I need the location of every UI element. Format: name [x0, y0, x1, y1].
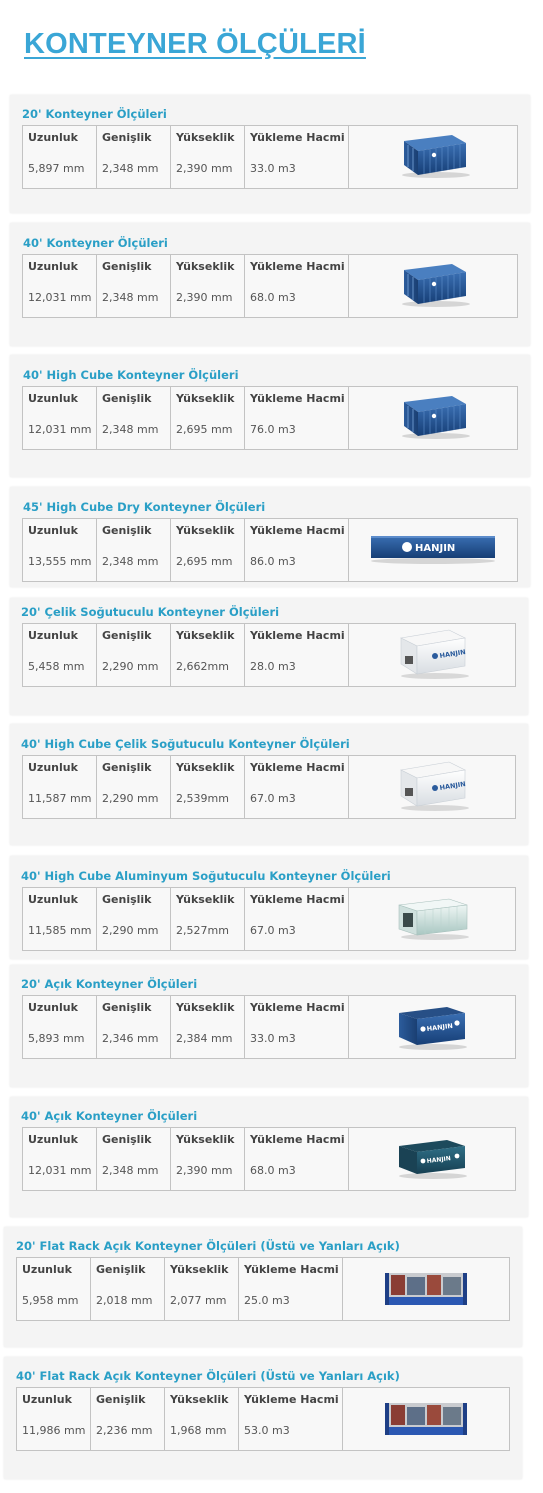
value-length: 11,587 mm [28, 792, 92, 805]
value-height: 2,695 mm [176, 555, 233, 568]
aluminium-reefer-container-icon [393, 893, 471, 941]
dimensions-table [22, 623, 516, 687]
header-height: Yükseklik [176, 131, 235, 144]
dimensions-table [16, 1257, 510, 1321]
value-width: 2,290 mm [102, 924, 159, 937]
value-height: 2,539mm [176, 792, 229, 805]
column-width [97, 387, 171, 449]
column-capacity [245, 888, 349, 950]
container-card [4, 1357, 522, 1479]
value-capacity: 68.0 m3 [250, 291, 296, 304]
container-title: 40' Konteyner Ölçüleri [23, 236, 168, 250]
header-capacity: Yükleme Hacmi [244, 1263, 339, 1276]
value-width: 2,290 mm [102, 792, 159, 805]
blue-box-container-icon [394, 131, 472, 179]
header-length: Uzunluk [22, 1393, 72, 1406]
value-width: 2,348 mm [102, 291, 159, 304]
value-capacity: 53.0 m3 [244, 1424, 290, 1437]
header-capacity: Yükleme Hacmi [244, 1393, 339, 1406]
header-length: Uzunluk [28, 131, 78, 144]
container-image [349, 255, 517, 317]
column-height [171, 126, 245, 188]
value-length: 5,958 mm [22, 1294, 79, 1307]
value-width: 2,290 mm [102, 660, 159, 673]
header-capacity: Yükleme Hacmi [250, 1133, 345, 1146]
header-height: Yükseklik [170, 1263, 229, 1276]
value-length: 12,031 mm [28, 1164, 92, 1177]
value-length: 5,897 mm [28, 162, 85, 175]
container-card [10, 965, 528, 1087]
column-capacity [245, 126, 349, 188]
open-top-container-icon [393, 1134, 471, 1180]
value-width: 2,236 mm [96, 1424, 153, 1437]
container-image [349, 996, 515, 1058]
header-width: Genişlik [102, 260, 152, 273]
column-height [171, 255, 245, 317]
header-width: Genişlik [96, 1393, 146, 1406]
dimensions-table [22, 755, 516, 819]
dimensions-table [22, 887, 516, 951]
dimensions-table [22, 995, 516, 1059]
header-capacity: Yükleme Hacmi [250, 1001, 345, 1014]
header-width: Genişlik [102, 131, 152, 144]
column-length [23, 1128, 97, 1190]
svg-text:HANJIN: HANJIN [426, 1155, 452, 1165]
column-width [97, 624, 171, 686]
value-length: 12,031 mm [28, 423, 92, 436]
header-height: Yükseklik [176, 392, 235, 405]
dimensions-table [22, 125, 518, 189]
column-capacity [245, 756, 349, 818]
container-title: 20' Konteyner Ölçüleri [22, 107, 167, 121]
column-height [171, 756, 245, 818]
container-image [349, 519, 517, 581]
blue-box-container-icon [394, 392, 472, 440]
header-height: Yükseklik [176, 761, 235, 774]
value-capacity: 33.0 m3 [250, 162, 296, 175]
dimensions-table [22, 254, 518, 318]
value-capacity: 76.0 m3 [250, 423, 296, 436]
hanjin-container-icon [369, 530, 497, 566]
value-length: 12,031 mm [28, 291, 92, 304]
column-length [23, 519, 97, 581]
value-height: 2,695 mm [176, 423, 233, 436]
header-height: Yükseklik [176, 629, 235, 642]
header-capacity: Yükleme Hacmi [250, 392, 345, 405]
header-length: Uzunluk [22, 1263, 72, 1276]
header-length: Uzunluk [28, 761, 78, 774]
value-capacity: 68.0 m3 [250, 1164, 296, 1177]
header-width: Genişlik [102, 1133, 152, 1146]
flat-rack-container-icon [383, 1395, 469, 1439]
container-card [4, 1227, 522, 1347]
column-width [91, 1258, 165, 1320]
column-capacity [245, 624, 349, 686]
column-length [23, 255, 97, 317]
value-height: 2,390 mm [176, 162, 233, 175]
svg-text:HANJIN: HANJIN [439, 647, 467, 660]
value-capacity: 67.0 m3 [250, 924, 296, 937]
dimensions-table [22, 518, 518, 582]
value-width: 2,348 mm [102, 423, 159, 436]
container-title: 20' Flat Rack Açık Konteyner Ölçüleri (Üstü ve Yanları Açık) [16, 1239, 400, 1253]
value-width: 2,346 mm [102, 1032, 159, 1045]
value-capacity: 33.0 m3 [250, 1032, 296, 1045]
header-width: Genişlik [96, 1263, 146, 1276]
svg-text:HANJIN: HANJIN [415, 543, 456, 554]
header-height: Yükseklik [176, 1133, 235, 1146]
header-width: Genişlik [102, 392, 152, 405]
value-width: 2,348 mm [102, 1164, 159, 1177]
container-title: 40' Flat Rack Açık Konteyner Ölçüleri (Üstü ve Yanları Açık) [16, 1369, 400, 1383]
column-length [23, 756, 97, 818]
column-width [97, 1128, 171, 1190]
white-reefer-container-icon [393, 758, 471, 812]
value-capacity: 67.0 m3 [250, 792, 296, 805]
value-length: 11,585 mm [28, 924, 92, 937]
flat-rack-container-icon [383, 1265, 469, 1309]
value-height: 2,390 mm [176, 291, 233, 304]
dimensions-table [22, 386, 518, 450]
header-height: Yükseklik [176, 524, 235, 537]
column-height [171, 996, 245, 1058]
column-width [97, 996, 171, 1058]
column-width [97, 126, 171, 188]
header-length: Uzunluk [28, 1001, 78, 1014]
value-length: 5,458 mm [28, 660, 85, 673]
column-height [171, 624, 245, 686]
column-length [23, 624, 97, 686]
column-height [171, 387, 245, 449]
header-height: Yükseklik [176, 260, 235, 273]
container-image [343, 1388, 509, 1450]
header-capacity: Yükleme Hacmi [250, 761, 345, 774]
value-width: 2,348 mm [102, 162, 159, 175]
container-title: 20' Açık Konteyner Ölçüleri [21, 977, 198, 991]
column-length [17, 1258, 91, 1320]
container-card [10, 724, 528, 845]
container-title: 40' High Cube Çelik Soğutuculu Konteyner Ölçüleri [21, 737, 350, 751]
container-image [349, 126, 517, 188]
column-length [23, 888, 97, 950]
header-width: Genişlik [102, 524, 152, 537]
header-capacity: Yükleme Hacmi [250, 131, 345, 144]
value-capacity: 28.0 m3 [250, 660, 296, 673]
container-image [349, 888, 515, 950]
value-height: 2,384 mm [176, 1032, 233, 1045]
blue-box-container-icon [394, 260, 472, 308]
value-length: 13,555 mm [28, 555, 92, 568]
value-height: 2,527mm [176, 924, 229, 937]
column-height [171, 519, 245, 581]
container-image [349, 756, 515, 818]
dimensions-table [22, 1127, 516, 1191]
column-length [23, 387, 97, 449]
header-length: Uzunluk [28, 392, 78, 405]
header-width: Genişlik [102, 1001, 152, 1014]
container-image [343, 1258, 509, 1320]
header-capacity: Yükleme Hacmi [250, 524, 345, 537]
header-length: Uzunluk [28, 260, 78, 273]
container-card [10, 1097, 528, 1217]
container-title: 45' High Cube Dry Konteyner Ölçüleri [23, 500, 266, 514]
container-image [349, 1128, 515, 1190]
value-length: 5,893 mm [28, 1032, 85, 1045]
svg-text:HANJIN: HANJIN [439, 779, 467, 792]
container-image [349, 387, 517, 449]
svg-text:HANJIN: HANJIN [426, 1021, 454, 1033]
dimensions-table [16, 1387, 510, 1451]
column-capacity [245, 1128, 349, 1190]
column-width [97, 519, 171, 581]
column-width [97, 756, 171, 818]
value-height: 1,968 mm [170, 1424, 227, 1437]
white-reefer-container-icon [393, 626, 471, 680]
header-length: Uzunluk [28, 1133, 78, 1146]
container-image [349, 624, 515, 686]
column-height [165, 1258, 239, 1320]
header-capacity: Yükleme Hacmi [250, 260, 345, 273]
column-width [97, 888, 171, 950]
column-capacity [245, 387, 349, 449]
column-capacity [245, 996, 349, 1058]
column-length [23, 126, 97, 188]
column-height [171, 1128, 245, 1190]
value-width: 2,018 mm [96, 1294, 153, 1307]
page-title: KONTEYNER ÖLÇÜLERİ [24, 28, 366, 60]
header-height: Yükseklik [176, 893, 235, 906]
value-height: 2,077 mm [170, 1294, 227, 1307]
container-card [10, 487, 530, 587]
open-top-container-icon [393, 999, 471, 1051]
container-title: 20' Çelik Soğutuculu Konteyner Ölçüleri [21, 605, 280, 619]
column-capacity [245, 519, 349, 581]
value-length: 11,986 mm [22, 1424, 86, 1437]
header-capacity: Yükleme Hacmi [250, 893, 345, 906]
column-width [97, 255, 171, 317]
value-capacity: 86.0 m3 [250, 555, 296, 568]
column-capacity [245, 255, 349, 317]
container-card [10, 856, 528, 959]
column-capacity [239, 1388, 343, 1450]
container-card [10, 355, 530, 477]
container-title: 40' High Cube Aluminyum Soğutuculu Konteyner Ölçüleri [21, 869, 391, 883]
header-width: Genişlik [102, 761, 152, 774]
header-height: Yükseklik [176, 1001, 235, 1014]
value-height: 2,662mm [176, 660, 229, 673]
container-title: 40' High Cube Konteyner Ölçüleri [23, 368, 239, 382]
container-card [10, 223, 530, 346]
container-title: 40' Açık Konteyner Ölçüleri [21, 1109, 198, 1123]
column-length [23, 996, 97, 1058]
header-height: Yükseklik [170, 1393, 229, 1406]
container-card [10, 598, 528, 715]
column-width [91, 1388, 165, 1450]
column-length [17, 1388, 91, 1450]
header-length: Uzunluk [28, 629, 78, 642]
value-height: 2,390 mm [176, 1164, 233, 1177]
value-width: 2,348 mm [102, 555, 159, 568]
value-capacity: 25.0 m3 [244, 1294, 290, 1307]
column-height [171, 888, 245, 950]
header-width: Genişlik [102, 893, 152, 906]
header-width: Genişlik [102, 629, 152, 642]
column-height [165, 1388, 239, 1450]
header-length: Uzunluk [28, 524, 78, 537]
container-card [10, 95, 530, 213]
column-capacity [239, 1258, 343, 1320]
header-capacity: Yükleme Hacmi [250, 629, 345, 642]
header-length: Uzunluk [28, 893, 78, 906]
